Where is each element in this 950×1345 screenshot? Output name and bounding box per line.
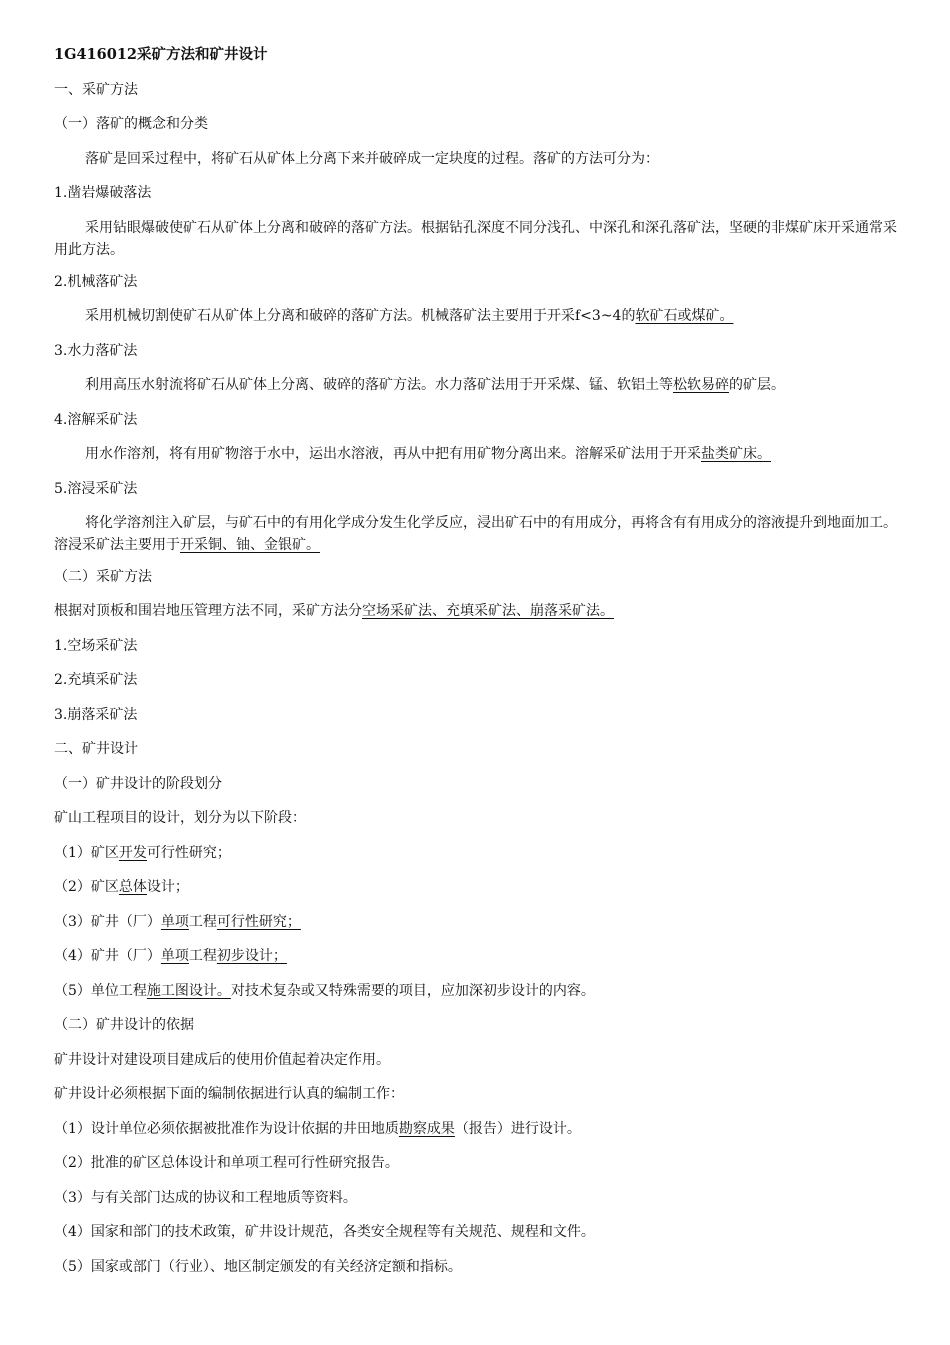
basis-item-2: （2）批准的矿区总体设计和单项工程可行性研究报告。 <box>54 1155 399 1171</box>
underlined-text: 可行性研究； <box>216 914 301 930</box>
intro-paragraph: 落矿是回采过程中，将矿石从矿体上分离下来并破碎成一定块度的过程。落矿的方法可分为： <box>85 151 659 167</box>
method-5-heading: 5.溶浸采矿法 <box>54 481 138 497</box>
text-span: （1）矿区 <box>54 845 119 861</box>
text-span: （1）设计单位必须依据被批准作为设计依据的井田地质 <box>54 1121 399 1137</box>
underlined-text: 总体 <box>118 879 147 895</box>
method-1-heading: 1.凿岩爆破落法 <box>54 185 152 201</box>
text-span: （4）矿井（厂） <box>54 948 161 964</box>
basis-paragraph-2: 矿井设计必须根据下面的编制依据进行认真的编制工作： <box>54 1086 404 1102</box>
mining-method-3: 3.崩落采矿法 <box>54 707 138 723</box>
underlined-text: 松软易碎 <box>673 377 729 393</box>
method-3-body <box>54 374 902 396</box>
text-span: 对技术复杂或又特殊需要的项目，应加深初步设计的内容。 <box>230 983 595 999</box>
underlined-text: 空场采矿法、充填采矿法、崩落采矿法。 <box>362 603 614 619</box>
underlined-text: 软矿石或煤矿。 <box>635 308 734 324</box>
method-3-heading: 3.水力落矿法 <box>54 343 138 359</box>
underlined-text: 施工图设计。 <box>146 983 231 999</box>
text-span: 采用机械切割使矿石从矿体上分离和破碎的落矿方法。机械落矿法主要用于开采f<3~4的 <box>85 308 636 324</box>
mining-methods-intro <box>54 600 902 622</box>
text-span: 用水作溶剂，将有用矿物溶于水中，运出水溶液，再从中把有用矿物分离出来。溶解采矿法用于开采 <box>85 446 701 462</box>
underlined-text: 开采铜、铀、金银矿。 <box>180 537 320 553</box>
text-span: （2）矿区 <box>54 879 119 895</box>
subsection-heading-1-1: （一）落矿的概念和分类 <box>54 116 208 132</box>
text-span: 利用高压水射流将矿石从矿体上分离、破碎的落矿方法。水力落矿法用于开采煤、锰、软铝土等 <box>85 377 673 393</box>
text-span: 根据对顶板和围岩地压管理方法不同，采矿方法分 <box>54 603 362 619</box>
underlined-text: 单项 <box>160 948 189 964</box>
method-5-body <box>54 512 902 556</box>
underlined-text: 初步设计； <box>216 948 287 964</box>
underlined-text: 开发 <box>118 845 147 861</box>
text-span: 的矿层。 <box>729 377 785 393</box>
underlined-text: 盐类矿床。 <box>701 446 771 462</box>
text-span: （5）单位工程 <box>54 983 147 999</box>
method-4-body <box>54 443 902 465</box>
text-span: 可行性研究； <box>146 845 231 861</box>
doc-title: 1G416012采矿方法和矿井设计 <box>54 46 268 63</box>
method-4-heading: 4.溶解采矿法 <box>54 412 138 428</box>
mining-method-1: 1.空场采矿法 <box>54 638 138 654</box>
method-1-body: 采用钻眼爆破使矿石从矿体上分离和破碎的落矿方法。根据钻孔深度不同分浅孔、中深孔和深孔落矿法，坚硬的非煤矿床开采通常采用此方法。 <box>54 220 897 258</box>
basis-paragraph-1: 矿井设计对建设项目建成后的使用价值起着决定作用。 <box>54 1052 390 1068</box>
subsection-heading-1-2: （二）采矿方法 <box>54 569 152 585</box>
method-2-body <box>54 305 902 327</box>
stage-2 <box>54 876 902 898</box>
stages-intro: 矿山工程项目的设计，划分为以下阶段： <box>54 810 306 826</box>
basis-item-3: （3）与有关部门达成的协议和工程地质等资料。 <box>54 1190 357 1206</box>
subsection-heading-2-1: （一）矿井设计的阶段划分 <box>54 776 222 792</box>
text-span: （报告）进行设计。 <box>454 1121 581 1137</box>
stage-4 <box>54 945 902 967</box>
method-2-heading: 2.机械落矿法 <box>54 274 138 290</box>
underlined-text: 勘察成果 <box>398 1121 455 1137</box>
text-span: 将化学溶剂注入矿层，与矿石中的有用化学成分发生化学反应，浸出矿石中的有用成分，再将含有有用成分的溶液提升到地面加工。溶浸采矿法主要用于 <box>54 515 897 553</box>
subsection-heading-2-2: （二）矿井设计的依据 <box>54 1017 194 1033</box>
basis-item-5: （5）国家或部门（行业）、地区制定颁发的有关经济定额和指标。 <box>54 1259 462 1275</box>
mining-method-2: 2.充填采矿法 <box>54 672 138 688</box>
section-heading-1: 一、采矿方法 <box>54 82 138 98</box>
basis-item-4: （4）国家和部门的技术政策，矿井设计规范，各类安全规程等有关规范、规程和文件。 <box>54 1224 595 1240</box>
section-heading-2: 二、矿井设计 <box>54 741 138 757</box>
text-span: 工程 <box>188 914 217 930</box>
stage-1 <box>54 842 902 864</box>
stage-3 <box>54 911 902 933</box>
text-span: 工程 <box>188 948 217 964</box>
text-span: （3）矿井（厂） <box>54 914 161 930</box>
basis-item-1 <box>54 1118 902 1140</box>
text-span: 设计； <box>146 879 189 895</box>
underlined-text: 单项 <box>160 914 189 930</box>
stage-5 <box>54 980 902 1002</box>
